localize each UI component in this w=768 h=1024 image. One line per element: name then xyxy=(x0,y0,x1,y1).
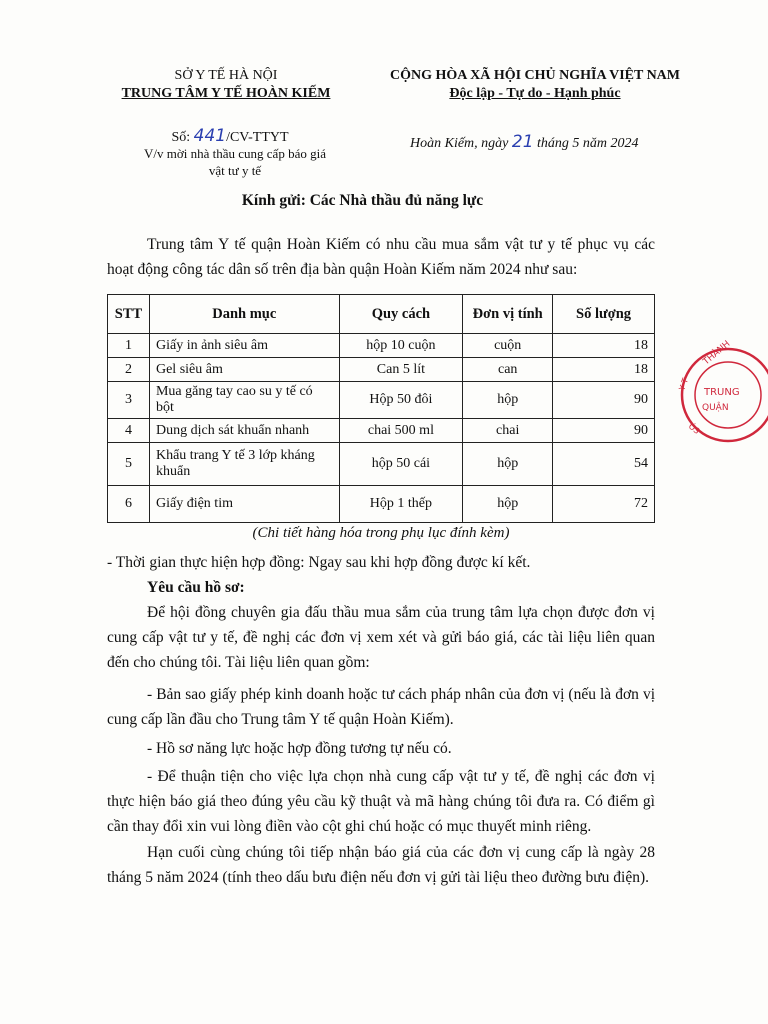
national-motto: Độc lập - Tự do - Hạnh phúc xyxy=(449,86,621,101)
cell-unit: hộp xyxy=(463,486,553,523)
table-note: (Chi tiết hàng hóa trong phụ lục đính kèm) xyxy=(252,525,510,541)
requirements-intro: Để hội đồng chuyên gia đấu thầu mua sắm của trung tâm lựa chọn được đơn vị cung cấp vật tư y tế, đề nghị các đơn vị xem xét và gửi báo giá, các tài liệu liên quan đến cho chúng tôi. Tài liệu liên quan gồm: xyxy=(107,604,655,671)
document-subject xyxy=(130,145,340,179)
table-row xyxy=(108,358,655,382)
recipient-line: Kính gửi: Các Nhà thầu đủ năng lực xyxy=(241,192,484,209)
cell-name: Giấy in ảnh siêu âm xyxy=(149,334,339,358)
cell-spec: hộp 50 cái xyxy=(339,443,463,486)
cell-unit: hộp xyxy=(463,443,553,486)
document-number xyxy=(130,126,330,146)
header-unit: Đơn vị tính xyxy=(463,295,553,334)
requirements-heading: Yêu cầu hồ sơ: xyxy=(147,579,245,596)
cell-qty: 72 xyxy=(553,486,655,523)
cell-spec: Hộp 50 đôi xyxy=(339,382,463,419)
handwritten-number: 441 xyxy=(193,126,227,146)
cell-qty: 54 xyxy=(553,443,655,486)
svg-text:TRUNG: TRUNG xyxy=(704,387,740,398)
issuing-agency-block xyxy=(95,67,357,103)
table-header-row xyxy=(108,295,655,334)
date-prefix: Hoàn Kiếm, ngày xyxy=(410,136,509,151)
subject-line-2: vật tư y tế xyxy=(208,163,262,178)
header-spec: Quy cách xyxy=(339,295,463,334)
cell-qty: 18 xyxy=(553,358,655,382)
cell-qty: 90 xyxy=(553,382,655,419)
svg-text:Y T: Y T xyxy=(677,377,691,392)
cell-spec: Can 5 lít xyxy=(339,358,463,382)
cell-stt: 2 xyxy=(108,358,150,382)
cell-qty: 18 xyxy=(553,334,655,358)
requirement-item-1: - Bản sao giấy phép kinh doanh hoặc tư cách pháp nhân của đơn vị (nếu là đơn vị cung cấp lần đầu cho Trung tâm Y tế quận Hoàn Kiếm). xyxy=(107,686,655,728)
cell-name: Gel siêu âm xyxy=(149,358,339,382)
national-title-block xyxy=(365,67,705,103)
svg-text:QUẬN: QUẬN xyxy=(702,403,729,413)
cell-stt: 4 xyxy=(108,419,150,443)
requirement-item-3: - Để thuận tiện cho việc lựa chọn nhà cung cấp vật tư y tế, đề nghị các đơn vị thực hiện báo giá theo đúng yêu cầu kỹ thuật và mã hàng chúng tôi đưa ra. Có điểm gì cần thay đổi xin vui lòng điền vào cột ghi chú hoặc có mục thuyết minh riêng. xyxy=(107,768,655,835)
number-suffix: /CV-TTYT xyxy=(226,130,289,145)
header-qty: Số lượng xyxy=(553,295,655,334)
cell-stt: 3 xyxy=(108,382,150,419)
official-stamp-icon xyxy=(668,339,768,445)
deadline-paragraph: Hạn cuối cùng chúng tôi tiếp nhận báo giá của các đơn vị cung cấp là ngày 28 tháng 5 năm 2024 (tính theo dấu bưu điện nếu đơn vị gửi tài liệu theo đường bưu điện). xyxy=(107,844,655,886)
date-suffix: tháng 5 năm 2024 xyxy=(537,136,639,151)
table-row xyxy=(108,486,655,523)
cell-name: Khẩu trang Y tế 3 lớp kháng khuẩn xyxy=(149,443,339,486)
document-date xyxy=(410,132,710,152)
subject-line-1: V/v mời nhà thầu cung cấp báo giá xyxy=(144,146,326,161)
table-row xyxy=(108,334,655,358)
cell-spec: Hộp 1 thếp xyxy=(339,486,463,523)
header-name: Danh mục xyxy=(149,295,339,334)
country-name: CỘNG HÒA XÃ HỘI CHỦ NGHĨA VIỆT NAM xyxy=(389,68,680,83)
cell-unit: chai xyxy=(463,419,553,443)
cell-stt: 1 xyxy=(108,334,150,358)
cell-name: Dung dịch sát khuẩn nhanh xyxy=(149,419,339,443)
center-name: TRUNG TÂM Y TẾ HOÀN KIẾM xyxy=(121,86,331,101)
table-row xyxy=(108,382,655,419)
number-prefix: Số: xyxy=(171,130,191,145)
requirement-item-2: - Hồ sơ năng lực hoặc hợp đồng tương tự nếu có. xyxy=(147,740,452,757)
cell-stt: 6 xyxy=(108,486,150,523)
cell-unit: hộp xyxy=(463,382,553,419)
header-stt: STT xyxy=(108,295,150,334)
cell-unit: can xyxy=(463,358,553,382)
cell-name: Giấy điện tim xyxy=(149,486,339,523)
cell-spec: hộp 10 cuộn xyxy=(339,334,463,358)
table-row xyxy=(108,419,655,443)
table-row xyxy=(108,443,655,486)
cell-unit: cuộn xyxy=(463,334,553,358)
contract-time: - Thời gian thực hiện hợp đồng: Ngay sau khi hợp đồng được kí kết. xyxy=(107,554,531,571)
intro-paragraph: Trung tâm Y tế quận Hoàn Kiếm có nhu cầu mua sắm vật tư y tế phục vụ các hoạt động công tác dân số trên địa bàn quận Hoàn Kiếm năm 2024 như sau: xyxy=(107,236,655,278)
handwritten-day: 21 xyxy=(511,132,534,152)
cell-name: Mua găng tay cao su y tế có bột xyxy=(149,382,339,419)
cell-stt: 5 xyxy=(108,443,150,486)
svg-text:THÀNH: THÀNH xyxy=(701,339,733,368)
cell-spec: chai 500 ml xyxy=(339,419,463,443)
svg-text:ÓS: ÓS xyxy=(686,421,702,436)
department-name: SỞ Y TẾ HÀ NỘI xyxy=(174,68,278,83)
cell-qty: 90 xyxy=(553,419,655,443)
items-table xyxy=(107,294,655,523)
